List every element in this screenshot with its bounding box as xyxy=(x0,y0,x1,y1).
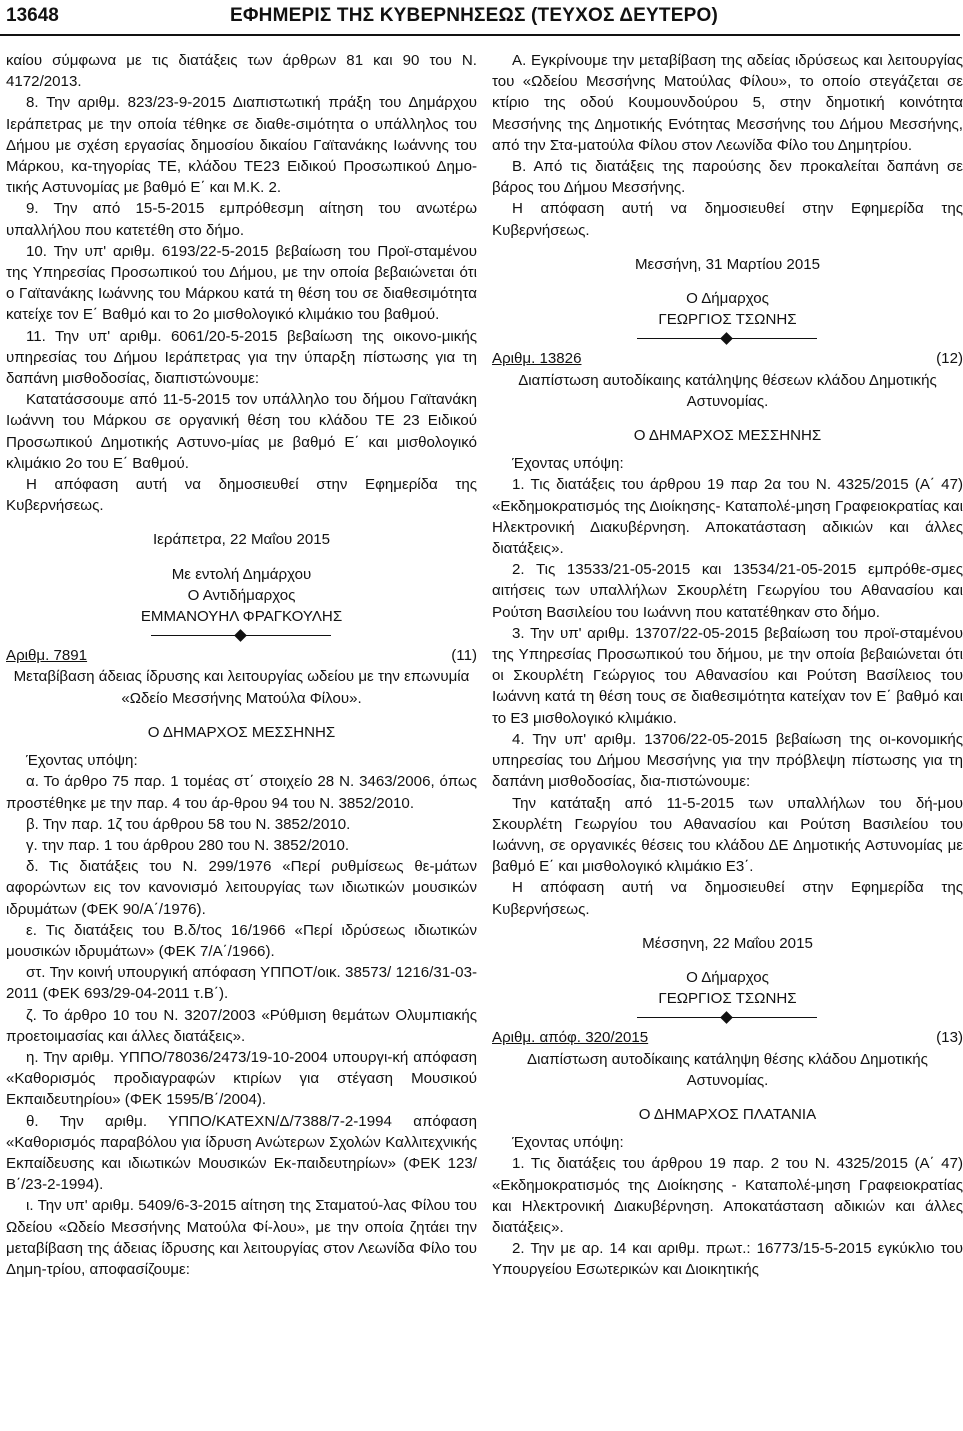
clause-z: ζ. Το άρθρο 10 του Ν. 3207/2003 «Ρύθμιση θεμάτων Ολυμπιακής προετοιμασίας και άλλες διατάξεις». xyxy=(6,1006,477,1045)
issuing-authority: Ο ΔΗΜΑΡΧΟΣ ΠΛΑΤΑΝΙΑ xyxy=(638,1105,817,1123)
diamond-icon xyxy=(720,1011,733,1024)
having-regard: Έχοντας υπόψη: xyxy=(512,455,624,473)
signatory-name: ΕΜΜΑΝΟΥΗΛ ΦΡΑΓΚΟΥΛΗΣ xyxy=(140,608,343,626)
clause-a: α. Το άρθρο 75 παρ. 1 τομέας στ΄ στοιχείο 28 Ν. 3463/2006, όπως προστέθηκε με την παρ. 4 του άρ-θρου 94 του Ν. 3852/2010. xyxy=(6,773,477,812)
decision-heading: Διαπίστωση αυτοδίκαιης κατάληψη θέσης κλάδου Δημοτικής Αστυνομίας. xyxy=(527,1050,928,1089)
decision-paragraph: Κατατάσσουμε από 11-5-2015 τον υπάλληλο του δήμου Γαϊτανάκη Ιωάννη του Μάρκου σε οργανική θέση του κλάδου ΤΕ 23 Ειδικού Προσωπικού Δημοτικής Αστυνο-μίας με βαθμό Ε΄ και μισθολογικό κλιμάκιο 2ο του Ε΄ Βαθμού. xyxy=(6,391,477,472)
clause-i: ι. Την υπ' αριθμ. 5409/6-3-2015 αίτηση της Σταματού-λας Φίλου του Ωδείου «Ωδείο Μεσσήνης Ματούλα Φί-λου», με την οποία ζητάει την μεταβίβαση της άδειας ίδρυσης και λειτουργίας στον Λεωνίδα Φίλο του Δημη-τρίου, αποφασίζουμε: xyxy=(6,1197,477,1278)
clause-4: 4. Την υπ' αριθμ. 13706/22-05-2015 βεβαίωση της οι-κονομικής υπηρεσίας του Δήμου Μεσσήνης για την πρόβλεψη πίστωσης για τη δαπάνη μισθοδοσίας, δια-πιστώνουμε: xyxy=(492,730,963,791)
clause-d: δ. Τις διατάξεις του Ν. 299/1976 «Περί ρυθμίσεως θε-μάτων αφορώντων εις τον κανονισμό λειτουργίας των ιδιωτικών μουσικών ιδρυμάτων (ΦΕΚ 90/Α΄/1976). xyxy=(6,858,477,918)
diamond-separator xyxy=(492,333,963,345)
decision-number-line xyxy=(6,645,477,666)
paragraph-item-8: 8. Την αριθμ. 823/23-9-2015 Διαπιστωτική πράξη του Δημάρχου Ιεράπετρας με την οποία τέθηκε σε διαθε-σιμότητα ο υπάλληλος του Δήμου με σχέση εργασίας δημοσίου δικαίου Γαϊτανάκης Ιωάννης του Μάρκου, κα-τηγορίας ΤΕ, κλάδου ΤΕ23 Ειδικού Προσωπικού Δημο-τικής Αστυνομίας με βαθμό Ε΄ και Μ.Κ. 2. xyxy=(6,94,477,197)
clause-c: γ. την παρ. 1 του άρθρου 280 του Ν. 3852/2010. xyxy=(26,836,350,854)
decision-sequence: (13) xyxy=(936,1029,963,1047)
decision-paragraph: Την κατάταξη από 11-5-2015 των υπαλλήλων του δή-μου Σκουρλέτη Γεωργίου του Αθανασίου και Ρούτση Βασιλείου του Ιωάννη, σε οργανικές θέσεις του κλάδου ΔΕ Δημοτικής Αστυνομίας με βαθμό Ε΄ και μισθολογικό κλιμάκιο Ε3΄. xyxy=(492,794,963,876)
decision-heading: Διαπίστωση αυτοδίκαιης κατάληψης θέσεων κλάδου Δημοτικής Αστυνομίας. xyxy=(518,371,937,410)
place-date: Μεσσήνη, 31 Μαρτίου 2015 xyxy=(634,255,821,273)
right-column xyxy=(492,50,963,1281)
diamond-separator xyxy=(492,1012,963,1024)
decision-number: Αριθμ. απόφ. 320/2015 xyxy=(492,1029,649,1047)
clause-1: 1. Τις διατάξεις του άρθρου 19 παρ 2α του Ν. 4325/2015 (Α΄ 47) «Εκδημοκρατισμός της Διοίκησης- Καταπολέ-μηση Γραφειοκρατίας και Ηλεκτρονική Διακυβέρνηση. Αποκατάσταση αδικιών και άλλες διατάξεις». xyxy=(492,476,963,558)
decision-part-a: Α. Εγκρίνουμε την μεταβίβαση της αδείας ιδρύσεως και λειτουργίας του «Ωδείου Μεσσήνης Ματούλας Φίλου», το οποίο στεγάζεται σε κτίριο της οδού Κουμουνδούρου 5, στην δημοτική κοινότητα Μεσσήνης της Δημοτικής Ενότητας Μεσσήνης του Δήμου Μεσσήνης, από την Στα-ματούλα Φίλου στον Λεωνίδα Φίλο του Δημητρίου. xyxy=(492,52,963,154)
signature-line-1: Με εντολή Δημάρχου xyxy=(171,565,312,583)
issuing-authority: Ο ΔΗΜΑΡΧΟΣ ΜΕΣΣΗΝΗΣ xyxy=(633,427,822,445)
signatory-name: ΓΕΩΡΓΙΟΣ ΤΣΩΝΗΣ xyxy=(658,311,797,329)
clause-1: 1. Τις διατάξεις του άρθρου 19 παρ. 2 του Ν. 4325/2015 (Α΄ 47) «Εκδημοκρατισμός της Διοίκησης - Καταπολέ-μηση Γραφειοκρατίας και Ηλεκτρονική Διακυβέρνηση. Αποκατάσταση αδικιών και άλλες διατάξεις». xyxy=(492,1155,963,1236)
paragraph-item-9: 9. Την από 15-5-2015 εμπρόθεσμη αίτηση του ανωτέρω υπαλλήλου που κατετέθη στο δήμο. xyxy=(6,200,477,239)
signature-title: Ο Δήμαρχος xyxy=(686,290,769,308)
having-regard: Έχοντας υπόψη: xyxy=(512,1134,624,1152)
clause-th: θ. Την αριθμ. ΥΠΠΟ/ΚΑΤΕΧΝ/Δ/7388/7-2-1994 απόφαση «Καθορισμός παραβόλου για ίδρυση Ανώτερων Σχολών Καλλιτεχνικής Εκπαίδευσης και ιδιωτικών Μουσικών Εκ-παιδευτηρίων» (ΦΕΚ 123/Β΄/23-2-1994). xyxy=(6,1112,477,1194)
gazette-title: ΕΦΗΜΕΡΙΣ ΤΗΣ ΚΥΒΕΡΝΗΣΕΩΣ (ΤΕΥΧΟΣ ΔΕΥΤΕΡΟ) xyxy=(230,5,718,26)
clause-h: η. Την αριθμ. ΥΠΠΟ/78036/2473/19-10-2004 υπουργι-κή απόφαση «Καθορισμός προδιαγραφών κτιρίων για στέγαση Μουσικού Εκπαιδευτηρίου» (ΦΕΚ 1595/Β΄/2004). xyxy=(6,1048,477,1109)
diamond-icon xyxy=(720,333,733,346)
header-rule xyxy=(0,34,960,36)
decision-part-b: Β. Από τις διατάξεις της παρούσης δεν προκαλείται δαπάνη σε βάρος του Δήμου Μεσσήνης. xyxy=(492,158,963,197)
signature-title: Ο Δήμαρχος xyxy=(686,968,769,986)
having-regard: Έχοντας υπόψη: xyxy=(26,752,138,770)
decision-sequence: (12) xyxy=(936,350,963,368)
decision-number: Αριθμ. 13826 xyxy=(492,350,582,368)
signatory-name: ΓΕΩΡΓΙΟΣ ΤΣΩΝΗΣ xyxy=(658,990,797,1008)
paragraph-continuation: καίου σύμφωνα με τις διατάξεις των άρθρων 81 και 90 του Ν. 4172/2013. xyxy=(6,52,477,91)
decision-number-line xyxy=(492,1027,963,1048)
diamond-icon xyxy=(234,629,247,642)
diamond-separator xyxy=(6,630,477,642)
clause-2: 2. Τις 13533/21-05-2015 και 13534/21-05-2015 εμπρόθε-σμες αιτήσεις των υπαλλήλων Σκουρλέτη Γεωργίου του Αθανασίου και Ρούτση Βασιλείου του Ιωάννη που κατατέθηκαν στο δήμο. xyxy=(492,561,963,621)
decision-number-line xyxy=(492,348,963,369)
publication-order: Η απόφαση αυτή να δημοσιευθεί στην Εφημερίδα της Κυβερνήσεως. xyxy=(492,200,963,239)
issuing-authority: Ο ΔΗΜΑΡΧΟΣ ΜΕΣΣΗΝΗΣ xyxy=(147,723,336,741)
clause-3: 3. Την υπ' αριθμ. 13707/22-05-2015 βεβαίωση του προϊ-σταμένου της Υπηρεσίας Προσωπικού του δήμου, με την οποία βεβαιώνεται ότι οι Σκουρλέτη Γεώργιος του Αθανασίου και Ρούτση Βασίλειος του Ιωάννη κατά τη θέση τους σε διαθεσιμότητα κατείχαν τον Ε΄ βαθμό και το Ε3 μισθολογικό κλιμάκιο. xyxy=(492,624,963,727)
decision-number: Αριθμ. 7891 xyxy=(6,647,88,665)
page-header xyxy=(0,0,960,44)
page-number: 13648 xyxy=(6,5,59,26)
clause-e: ε. Τις διατάξεις του Β.δ/τος 16/1966 «Περί ιδρύσεως ιδιωτικών μουσικών ιδρυμάτων» (ΦΕΚ 7/Α΄/1966). xyxy=(6,921,477,960)
clause-st: στ. Την κοινή υπουργική απόφαση ΥΠΠΟΤ/οικ. 38573/ 1216/31-03-2011 (ΦΕΚ 693/29-04-2011 τ.Β΄). xyxy=(6,964,477,1003)
clause-2: 2. Την με αρ. 14 και αριθμ. πρωτ.: 16773/15-5-2015 εγκύκλιο του Υπουργείου Εσωτερικών και Διοικητικής xyxy=(492,1240,963,1279)
decision-heading: Μεταβίβαση άδειας ίδρυσης και λειτουργίας ωδείου με την επωνυμία «Ωδείο Μεσσήνης Ματούλα Φίλου». xyxy=(13,668,470,707)
publication-order: Η απόφαση αυτή να δημοσιευθεί στην Εφημερίδα της Κυβερνήσεως. xyxy=(492,879,963,918)
signature-line-2: Ο Αντιδήμαρχος xyxy=(187,586,296,604)
paragraph-item-10: 10. Την υπ' αριθμ. 6193/22-5-2015 βεβαίωση του Προϊ-σταμένου της Υπηρεσίας Προσωπικού του Δήμου, με την οποία βεβαιώνεται ότι ο Γαϊτανάκης Ιωάννης του Μάρκου κατά τη θέση του σε διαθεσιμότητα κατείχε τον Ε΄ Βαθμό και το 2ο μισθολογικό κλιμάκιο του βαθμού. xyxy=(6,242,477,324)
place-date: Μέσσηνη, 22 Μαΐου 2015 xyxy=(642,934,813,952)
paragraph-item-11: 11. Την υπ' αριθμ. 6061/20-5-2015 βεβαίωση της οικονο-μικής υπηρεσίας του Δήμου Ιεράπετρας για την ύπαρξη πίστωσης για τη δαπάνη μισθοδοσίας, διαπιστώνουμε: xyxy=(6,327,477,388)
place-date: Ιεράπετρα, 22 Μαΐου 2015 xyxy=(152,531,331,549)
clause-b: β. Την παρ. 1ζ του άρθρου 58 του Ν. 3852/2010. xyxy=(26,815,351,833)
publication-order: Η απόφαση αυτή να δημοσιευθεί στην Εφημερίδα της Κυβερνήσεως. xyxy=(6,476,477,515)
left-column xyxy=(6,50,477,1280)
decision-sequence: (11) xyxy=(451,647,477,665)
